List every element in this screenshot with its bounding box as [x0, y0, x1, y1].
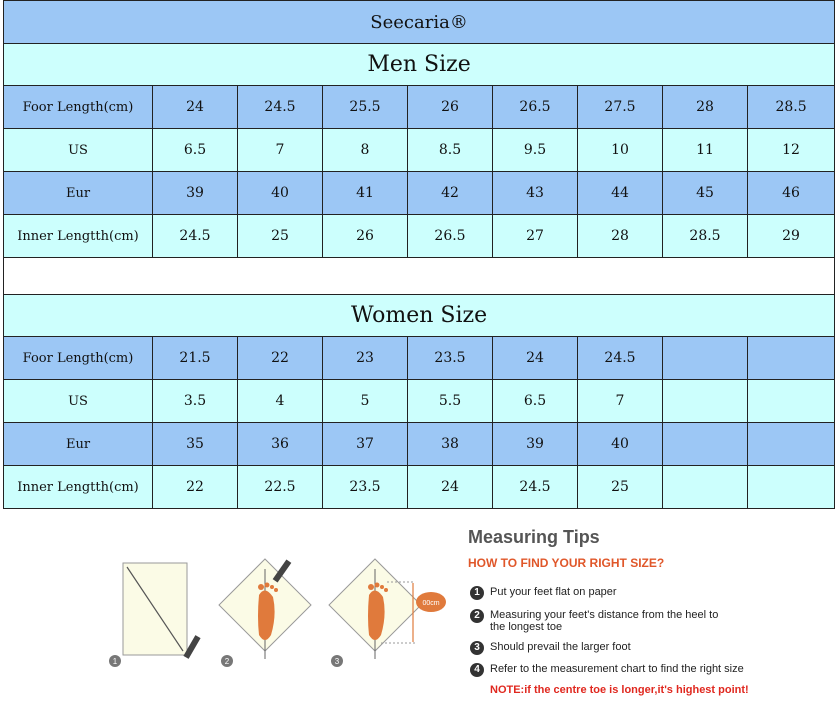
- figure-label-3: 3: [334, 657, 340, 666]
- table-cell: [663, 337, 748, 380]
- table-cell: 23: [323, 337, 408, 380]
- table-cell: [748, 380, 835, 423]
- table-cell: 25: [578, 466, 663, 509]
- step-number: 2: [470, 609, 484, 623]
- table-cell: 3.5: [153, 380, 238, 423]
- tip-step-3: [470, 641, 760, 655]
- paper-pencil-figure: [105, 555, 205, 675]
- table-cell: 42: [408, 172, 493, 215]
- table-cell: 24: [408, 466, 493, 509]
- row-label: Eur: [4, 172, 153, 215]
- table-cell: 26.5: [408, 215, 493, 258]
- table-row: [4, 337, 835, 380]
- table-row: [4, 129, 835, 172]
- table-cell: 4: [238, 380, 323, 423]
- table-cell: 37: [323, 423, 408, 466]
- women-size-title: Women Size: [4, 295, 835, 337]
- step-number: 4: [470, 663, 484, 677]
- row-label: Inner Lengtth(cm): [4, 215, 153, 258]
- table-cell: 38: [408, 423, 493, 466]
- table-spacer: [4, 258, 835, 295]
- table-cell: 46: [748, 172, 835, 215]
- foot-measure-figure: [325, 555, 450, 675]
- table-cell: [663, 423, 748, 466]
- table-cell: 36: [238, 423, 323, 466]
- size-table: [3, 0, 835, 509]
- table-cell: 8: [323, 129, 408, 172]
- table-cell: 10: [578, 129, 663, 172]
- table-cell: 7: [578, 380, 663, 423]
- step-text: Refer to the measurement chart to find the right size: [490, 663, 744, 675]
- table-cell: 26.5: [493, 86, 578, 129]
- table-cell: 22: [238, 337, 323, 380]
- table-cell: 39: [493, 423, 578, 466]
- table-row: [4, 86, 835, 129]
- table-cell: 24.5: [493, 466, 578, 509]
- table-cell: 22: [153, 466, 238, 509]
- table-row: [4, 215, 835, 258]
- tip-step-1: [470, 586, 760, 600]
- row-label: Foor Length(cm): [4, 86, 153, 129]
- table-cell: 28.5: [748, 86, 835, 129]
- step-number: 1: [470, 586, 484, 600]
- measuring-tips: [0, 510, 837, 727]
- table-cell: 40: [578, 423, 663, 466]
- table-cell: 22.5: [238, 466, 323, 509]
- step-text: Measuring your feet's distance from the heel to the longest toe: [490, 609, 719, 633]
- table-cell: 40: [238, 172, 323, 215]
- table-cell: 24: [493, 337, 578, 380]
- table-row: [4, 172, 835, 215]
- table-cell: 29: [748, 215, 835, 258]
- table-cell: 43: [493, 172, 578, 215]
- table-cell: [663, 380, 748, 423]
- step-text: Should prevail the larger foot: [490, 641, 631, 653]
- table-cell: 11: [663, 129, 748, 172]
- table-cell: 5: [323, 380, 408, 423]
- table-cell: [748, 337, 835, 380]
- table-cell: 44: [578, 172, 663, 215]
- tips-title: Measuring Tips: [468, 527, 600, 547]
- table-row: [4, 380, 835, 423]
- table-cell: 27: [493, 215, 578, 258]
- table-cell: 41: [323, 172, 408, 215]
- table-cell: 24: [153, 86, 238, 129]
- figure-label-2: 2: [224, 657, 230, 666]
- table-row: [4, 423, 835, 466]
- table-cell: 26: [323, 215, 408, 258]
- table-cell: 28: [663, 86, 748, 129]
- step-number: 3: [470, 641, 484, 655]
- table-cell: 27.5: [578, 86, 663, 129]
- table-cell: 26: [408, 86, 493, 129]
- table-cell: 24.5: [153, 215, 238, 258]
- table-row: [4, 466, 835, 509]
- row-label: US: [4, 380, 153, 423]
- row-label: Inner Lengtth(cm): [4, 466, 153, 509]
- table-cell: 28: [578, 215, 663, 258]
- table-cell: 25: [238, 215, 323, 258]
- table-cell: 35: [153, 423, 238, 466]
- table-cell: 39: [153, 172, 238, 215]
- tip-step-4: [470, 663, 790, 677]
- table-cell: 45: [663, 172, 748, 215]
- table-cell: 9.5: [493, 129, 578, 172]
- table-cell: 5.5: [408, 380, 493, 423]
- table-cell: 23.5: [408, 337, 493, 380]
- table-cell: 6.5: [493, 380, 578, 423]
- table-cell: 21.5: [153, 337, 238, 380]
- foot-on-paper-figure: [215, 555, 315, 675]
- tip-step-2: [470, 609, 730, 633]
- size-chart: [3, 0, 834, 509]
- row-label: US: [4, 129, 153, 172]
- table-cell: 6.5: [153, 129, 238, 172]
- table-cell: 7: [238, 129, 323, 172]
- men-size-title: Men Size: [4, 44, 835, 86]
- row-label: Foor Length(cm): [4, 337, 153, 380]
- table-cell: 25.5: [323, 86, 408, 129]
- table-cell: 24.5: [238, 86, 323, 129]
- table-cell: [748, 466, 835, 509]
- measure-badge: 00cm: [422, 600, 440, 607]
- figure-label-1: 1: [112, 657, 118, 666]
- tips-subtitle: HOW TO FIND YOUR RIGHT SIZE?: [468, 556, 665, 570]
- table-cell: 23.5: [323, 466, 408, 509]
- table-cell: 12: [748, 129, 835, 172]
- row-label: Eur: [4, 423, 153, 466]
- step-text: Put your feet flat on paper: [490, 586, 617, 598]
- table-cell: 24.5: [578, 337, 663, 380]
- table-cell: 8.5: [408, 129, 493, 172]
- table-cell: 28.5: [663, 215, 748, 258]
- tips-note: NOTE:if the centre toe is longer,it's highest point!: [490, 684, 749, 696]
- table-cell: [748, 423, 835, 466]
- table-cell: [663, 466, 748, 509]
- brand-title: Seecaria®: [4, 1, 835, 44]
